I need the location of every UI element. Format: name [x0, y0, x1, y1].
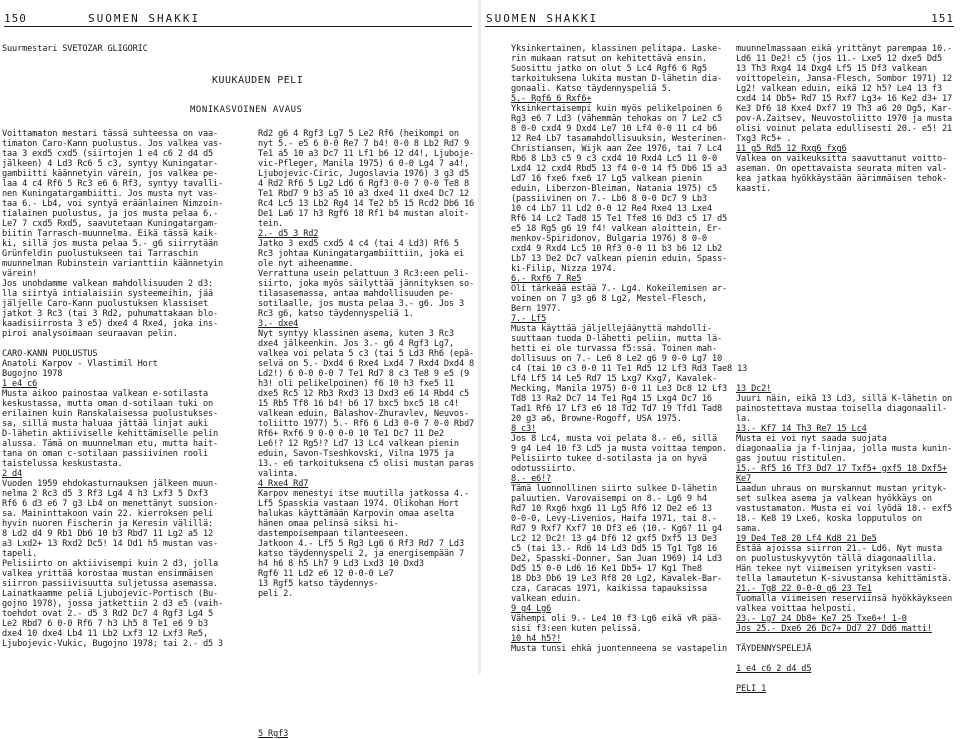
- text-line: vastustamaton. Musta ei voi lyödä 18.- exf5: [736, 504, 953, 514]
- text-line: Oli tärkeää estää 7.- Lg4. Kokeilemisen ar-: [511, 284, 728, 294]
- text-line: tapeli.: [2, 549, 38, 559]
- text-line: [2, 339, 223, 349]
- text-line: on puolustuskyvytön tällä diagonaalilla.: [736, 554, 937, 564]
- text-line: valkea yrittää korostaa mustan ensimmäisen: [2, 569, 214, 579]
- left-column-1: [2, 129, 223, 649]
- article-subheading: MONIKASVOINEN AVAUS: [190, 105, 303, 115]
- text-line: eduin, Liberzon-Bleiman, Natania 1975) c5: [511, 184, 717, 194]
- text-line: [736, 374, 952, 384]
- text-line: painostettava mustaa toisella diagonaalil-: [736, 404, 948, 414]
- text-line: muunnelman Rubinstein varianttiin käännetyin: [2, 259, 224, 269]
- text-line: D-lähetin aktiiviselle kehittämiselle pelin: [2, 429, 219, 439]
- text-line: ki-Filip, Nizza 1974.: [511, 264, 617, 274]
- text-line: Vähempi oli 9.- Le4 10 f3 Lg6 eikä vR pää-: [511, 614, 723, 624]
- text-line: pov-A.Zaitsev, Neuvostoliitto 1970 ja musta: [736, 114, 953, 124]
- text-line: Valkea on vaikeuksitta saavuttanut voitto-: [736, 154, 948, 164]
- text-line: 3.- dxe4: [258, 319, 299, 329]
- text-line: ki, sillä jos musta pelaa 5.- g6 siirrytään: [2, 239, 219, 249]
- text-line: [736, 324, 952, 334]
- text-line: Christiansen, Wijk aan Zee 1976, tai 7 Lc4: [511, 144, 723, 154]
- text-line: De1 La6 17 h3 Rgf6 18 Rf1 b4 mustan aloit-: [258, 209, 470, 219]
- text-line: [736, 294, 952, 304]
- text-line: Lf4 Lf5 14 Le5 Rd7 15 Lxg7 Kxg7, Kavalek-: [511, 374, 717, 384]
- text-line: sotilaalle, jos musta pelaa 3.- g6. Jos 3: [258, 299, 464, 309]
- right-page: [481, 0, 960, 694]
- text-line: Mecking, Manila 1975) 0-0 11 Le3 Dc8 12 Lf3: [511, 384, 728, 394]
- text-line: [258, 669, 474, 679]
- text-line: nyt 5.- e5 6 0-0 Re7 7 b4! 0-0 8 Lb2 Rd7 9: [258, 139, 470, 149]
- left-running-title: SUOMEN SHAKKI: [88, 12, 201, 25]
- text-line: sama.: [736, 524, 762, 534]
- right-column-1: [511, 44, 747, 654]
- text-line: Lg2! valkean eduin, eikä 12 h5? Le4 13 f3: [736, 84, 942, 94]
- text-line: Tad1 Rf6 17 Lf3 e6 18 Td2 Td7 19 Tfd1 Tad8: [511, 404, 723, 414]
- text-line: gojno 1978), jossa jatkettiin 2 d3 e5 (vaih-: [2, 599, 224, 609]
- text-line: [258, 679, 474, 689]
- text-line: 13 Th3 Rxg4 14 Dxg4 Lf5 15 Df3 valkean: [736, 64, 927, 74]
- text-line: Te1 Rbd7 9 b3 a5 10 a3 dxe4 11 dxe4 Dc7 12: [258, 189, 470, 199]
- text-line: Rgf6 11 Ld2 e6 12 0-0-0 Le7: [258, 569, 394, 579]
- text-line: Nyt syntyy klassinen asema, kuten 3 Rc3: [258, 329, 454, 339]
- text-line: gonaali. Katso täydennyspeliä 5.: [511, 84, 672, 94]
- text-line: Jos 25.- Dxe6 26 Dc7+ Dd7 27 Dd6 matti!: [736, 624, 932, 634]
- text-line: [258, 619, 474, 629]
- text-line: Le2 Rbd7 6 0-0 Rf6 7 h3 Lh5 8 Te1 e6 9 b3: [2, 619, 208, 629]
- text-line: lla siirtyä intialaisiin systeemeihin, jää: [2, 289, 214, 299]
- text-line: 10 c4 Lb7 11 Ld2 0-0 12 Re4 Rxe4 13 Lxe4: [511, 204, 712, 214]
- text-line: siirron passiivisuutta suljetussa asemassa.: [2, 579, 219, 589]
- text-line: voittopelein, Jansa-Flesch, Sombor 1971) 12: [736, 74, 953, 84]
- text-line: laa 4 c4 Rf6 5 Rc3 e6 6 Rf3, syntyy tavalli-: [2, 179, 224, 189]
- text-line: kaadisiirrosta 3 e5) dxe4 4 Rxe4, joka ins-: [2, 319, 219, 329]
- text-line: c5 (tai 13.- Rd6 14 Ld3 Dd5 15 Tg1 Tg8 16: [511, 544, 717, 554]
- text-line: tilasasemassa, antaa mahdollisuuden pe-: [258, 289, 454, 299]
- text-line: vic-Pfleger, Manila 1975) 6 0-0 Lg4 7 a4!,: [258, 159, 470, 169]
- text-line: CARO-KANN PUOLUSTUS: [2, 349, 98, 359]
- text-line: [258, 689, 474, 699]
- text-line: tein.: [258, 219, 284, 229]
- text-line: [736, 674, 952, 684]
- text-line: [736, 314, 952, 324]
- text-line: Ld2!) 6 0-0 0-0 7 Te1 Rd7 8 c3 Te8 9 e5 (9: [258, 369, 470, 379]
- text-line: Yksinkertainen, klassinen pelitapa. Laske-: [511, 44, 723, 54]
- text-line: [258, 639, 474, 649]
- text-line: Yksinkertaisempi kuin myös pelikelpoinen 6: [511, 104, 723, 114]
- text-line: Lainatkaamme peliä Ljubojevic-Portisch (Bu-: [2, 589, 219, 599]
- text-line: 6.- Rxf6 7 Re5: [511, 274, 582, 284]
- text-line: Karpov menestyi itse muutilla jatkossa 4.-: [258, 489, 470, 499]
- text-line: Txg3 Rc5+ .: [736, 134, 792, 144]
- text-line: 5 Rgf3: [258, 729, 289, 739]
- text-line: katso täydennyspeli 2, ja energisempään 7: [258, 549, 464, 559]
- text-line: dxe5 Rc5 12 Rb3 Rxd3 13 Dxd3 e6 14 Rbd4 c5: [258, 389, 470, 399]
- text-line: 5.- Rgf6 6 Rxf6+: [511, 94, 592, 104]
- text-line: hänen omaa pelinsä siksi hi-: [258, 519, 399, 529]
- text-line: 15.- Rf5 16 Tf3 Dd7 17 Txf5+ gxf5 18 Dxf5+: [736, 464, 948, 474]
- text-line: kaasti.: [736, 184, 772, 194]
- text-line: cxd4 14 Db5+ Rd7 15 Rxf7 Lg3+ 16 Ke2 d3+ 17: [736, 94, 953, 104]
- text-line: 11 g5 Rd5 12 Rxg6 fxg6: [736, 144, 847, 154]
- text-line: 9 g4 Le4 10 f3 Ld5 ja musta voittaa tempon.: [511, 444, 728, 454]
- text-line: 8.- e6!?: [511, 474, 552, 484]
- text-line: Tuomalla viimeisen reserviinsä hyökkäykseen: [736, 594, 953, 604]
- text-line: [736, 654, 952, 664]
- text-line: [736, 284, 952, 294]
- text-line: Anatoli Karpov - Vlastimil Hort: [2, 359, 158, 369]
- text-line: Lc2 12 Dc2! 13 g4 Df6 12 gxf5 Dxf5 13 De3: [511, 534, 717, 544]
- text-line: Verrattuna usein pelattuun 3 Rc3:een peli-: [258, 269, 470, 279]
- text-line: 1 e4 c6: [2, 379, 38, 389]
- text-line: muunnelmassaan eikä yrittänyt parempaa 10.-: [736, 44, 953, 54]
- text-line: Musta ei voi nyt saada suojata: [736, 434, 887, 444]
- text-line: 13 Dc2!: [736, 384, 772, 394]
- text-line: Ld6 11 De2! c5 (jos 11.- Lxe5 12 dxe5 Dd5: [736, 54, 942, 64]
- text-line: 9 g4 Lg6: [511, 604, 552, 614]
- text-line: [736, 344, 952, 354]
- text-line: tialainen puolustus, ja jos musta pelaa 6.-: [2, 209, 219, 219]
- text-line: Tämä luonnollinen siirto sulkee D-lähetin: [511, 484, 717, 494]
- text-line: Voittamaton mestari tässä suhteessa on vaa-: [2, 129, 219, 139]
- text-line: toliitto 1977) 5.- Rf6 6 Ld3 0-0 7 0-0 Rbd7: [258, 419, 475, 429]
- text-line: ole nyt aiheenamme.: [258, 259, 354, 269]
- text-line: 23.- Lg7 24 Db8+ Ke7 25 Txe6+! 1-0: [736, 614, 907, 624]
- text-line: Lxd4 12 cxd4 Rbd5 13 f4 0-0 14 f5 Db6 15 a3: [511, 164, 728, 174]
- text-line: 19 De4 Te8 20 Lf4 Kd8 21 De5: [736, 534, 877, 544]
- text-line: 13 Rgf5 katso täydennys-: [258, 579, 379, 589]
- text-line: Rc3 g6, katso täydennyspeliä 1.: [258, 309, 414, 319]
- text-line: 0-0-0, Levy-Livenios, Haifa 1971, tai 8.-: [511, 514, 717, 524]
- text-line: 12 Re4 Lb7 tasamahdollisuuksin, Westerinen-: [511, 134, 728, 144]
- text-line: Ke7: [736, 474, 752, 484]
- text-line: Pelisiirto on aktiivisempi kuin 2 d3, jolla: [2, 559, 219, 569]
- left-page-number: 150: [4, 12, 27, 25]
- text-line: jälkeen) 4 Ld3 Rc6 5 c3, syntyy Kuningatar-: [2, 159, 219, 169]
- text-line: biitin Tarrasch-muunnelma. Eikä tässä kaik-: [2, 229, 219, 239]
- text-line: [736, 194, 952, 204]
- text-line: [736, 634, 952, 644]
- text-line: Rc4 Lc5 13 Lb2 Rg4 14 Te2 b5 15 Rcd2 Db6 16: [258, 199, 475, 209]
- text-line: Ld7 16 fxe6 fxe6 17 Lg5 valkean pienin: [511, 174, 702, 184]
- text-line: Rd7 9 Rxf7 Kxf7 10 Df3 e6 (10.- Kg6? 11 g4: [511, 524, 723, 534]
- text-line: [736, 354, 952, 364]
- text-line: [736, 254, 952, 264]
- text-line: Laadun uhraus on murskannut mustan yrityk-: [736, 484, 948, 494]
- text-line: h3! oli pelikelpoinen) f6 10 h3 fxe5 11: [258, 379, 454, 389]
- text-line: Td8 13 Ra2 Dc7 14 Te1 Rg4 15 Lxg4 Dc7 16: [511, 394, 712, 404]
- text-line: Suosittu jatko on olut 5 Lc4 Rgf6 6 Rg5: [511, 64, 707, 74]
- text-line: sa. Maininttakoon vain 22. kierroksen peli: [2, 509, 214, 519]
- text-line: Vuoden 1959 ehdokasturnauksen jälkeen muun-: [2, 479, 219, 489]
- text-line: (passiivinen on 7.- Lb6 8 0-0 Dc7 9 Lb3: [511, 194, 707, 204]
- text-line: timaton Caro-Kann puolustus. Jos valkea vas-: [2, 139, 224, 149]
- text-line: Rc3 johtaa Kuningatargambiittiin, joka ei: [258, 249, 464, 259]
- text-line: Juuri näin, eikä 13 Ld3, sillä K-lähetin on: [736, 394, 953, 404]
- text-line: selvä on 5.- Dxd4 6 Rxe4 Lxd4 7 Rxd4 Dxd4 8: [258, 359, 475, 369]
- text-line: 7.- Lf5: [511, 314, 547, 324]
- text-line: [736, 334, 952, 344]
- text-line: 18 Db3 Db6 19 Le3 Rf8 20 Lg2, Kavalek-Bar-: [511, 574, 723, 584]
- text-line: dastempoisempaan tilanteeseen.: [258, 529, 409, 539]
- text-line: 8 Ld2 d4 9 Rb1 Db6 10 b3 Rbd7 11 Lg2 a5 12: [2, 529, 214, 539]
- left-page: [0, 0, 478, 739]
- text-line: gambiitti käännetyin värein, jos valkea pe-: [2, 169, 219, 179]
- text-line: Estää ajoissa siirron 21.- Ld6. Nyt musta: [736, 544, 942, 554]
- text-line: Musta käyttää jäljellejäänyttä mahdolli-: [511, 324, 712, 334]
- text-line: 2 d4: [2, 469, 23, 479]
- text-line: Rf6 6 d3 e6 7 g3 Lb4 on menettänyt suosion-: [2, 499, 219, 509]
- text-line: PELI 1: [736, 684, 767, 694]
- text-line: aseman. On opettavaista seurata miten val-: [736, 164, 948, 174]
- text-line: Rf6+ Rxf6 9 0-0 0-0 10 Te1 Dc7 11 De2: [258, 429, 444, 439]
- text-line: [736, 264, 952, 274]
- text-line: Musta tunsi ehkä juontenneena se vastapelin: [511, 644, 728, 654]
- text-line: hetti ei ole turvassa f5:ssä. Toinen mah-: [511, 344, 717, 354]
- text-line: Bern 1977.: [511, 304, 562, 314]
- text-line: [736, 244, 952, 254]
- text-line: kea jatkaa hyökkäystään äärimmäisen tehok-: [736, 174, 948, 184]
- text-line: 18.- Ke8 19 Lxe6, koska lopputulos on: [736, 514, 922, 524]
- text-line: h4 h6 8 h5 Lh7 9 Ld3 Lxd3 10 Dxd3: [258, 559, 424, 569]
- text-line: sa, sillä musta haluaa jättää linjat auki: [2, 419, 208, 429]
- text-line: Jos unohdamme valkean mahdollisuuden 2 d3:: [2, 279, 214, 289]
- text-line: Bugojno 1978: [2, 369, 63, 379]
- article-subtitle: Suurmestari SVETOZAR GLIGORIC: [2, 44, 148, 54]
- text-line: erilainen kuin Ranskalaisessa puolustukses-: [2, 409, 219, 419]
- text-line: 10 h4 h5?!: [511, 634, 562, 644]
- text-line: [258, 699, 474, 709]
- text-line: Musta aikoo painostaa valkean e-sotilasta: [2, 389, 208, 399]
- text-line: tana on oman c-sotilaan passiivinen rooli: [2, 449, 208, 459]
- text-line: Jatkoon 4.- Lf5 5 Rg3 Lg6 6 Rf3 Rd7 7 Ld3: [258, 539, 464, 549]
- text-line: voinen on 7 g3 g6 8 Lg2, Mestel-Flesch,: [511, 294, 707, 304]
- text-line: 2.- d5 3 Rd2: [258, 229, 319, 239]
- text-line: Rd2 g6 4 Rgf3 Lg7 5 Le2 Rf6 (heikompi on: [258, 129, 459, 139]
- text-line: Lf5 Spasskia vastaan 1974. Olikohan Hort: [258, 499, 459, 509]
- text-line: a3 Lxd2+ 13 Rxd2 Dc5! 14 Dd1 h5 mustan vas-: [2, 539, 219, 549]
- text-line: 15 Rb5 Tf8 16 b4! b6 17 bxc5 bxc5 18 c4!: [258, 399, 459, 409]
- text-line: Le7 7 cxd5 Rxd5, saavutetaan Kuningatargam-: [2, 219, 219, 229]
- text-line: Pelisiirto tukee d-sotilasta ja on hyvä: [511, 454, 707, 464]
- text-line: [258, 599, 474, 609]
- text-line: odotussiirto.: [511, 464, 577, 474]
- text-line: valkea voi pelata 5 c3 (tai 5 Ld3 Rh6 (epä-: [258, 349, 475, 359]
- text-line: alussa. Tämä on muunnelman etu, mutta hait-: [2, 439, 219, 449]
- text-line: cza, Caracas 1971, kaikissa tapauksissa: [511, 584, 707, 594]
- text-line: [736, 274, 952, 284]
- text-line: Rd7 10 Rxg6 hxg6 11 Lg5 Rf6 12 De2 e6 13: [511, 504, 712, 514]
- text-line: Dd5 15 0-0 Ld6 16 Ke1 Db5+ 17 Kg1 The8: [511, 564, 702, 574]
- text-line: olisi voinut pelata edullisesti 20.- e5! 21: [736, 124, 953, 134]
- text-line: c4 (tai 10 c3 0-0 11 Te1 Rd5 12 Lf3 Rd3 Tae8 13: [511, 364, 748, 374]
- text-line: [736, 304, 952, 314]
- text-line: valkean eduin, Balashov-Zhuravlev, Neuvos-: [258, 409, 470, 419]
- text-line: 4 Rxe4 Rd7: [258, 479, 309, 489]
- text-line: valinta.: [258, 469, 299, 479]
- text-line: e5 18 Rg5 g6 19 f4! valkean aloittein, Er-: [511, 224, 723, 234]
- text-line: Ke3 Df6 18 Kxe4 Dxf7 19 Th3 a6 20 Dg5, Kar-: [736, 104, 953, 114]
- text-line: cxd4 9 Rxd4 Lc5 10 Rf3 0-0 11 b3 b6 12 Lb2: [511, 244, 723, 254]
- text-line: valkean eduin.: [511, 594, 582, 604]
- text-line: Rg3 e6 7 Ld3 (vähemmän tehokas on 7 Le2 c5: [511, 114, 723, 124]
- text-line: TÄYDENNYSPELEJÄ: [736, 644, 812, 654]
- text-line: 21.- Tg8 22 0-0-0 g6 23 Te1: [736, 584, 872, 594]
- text-line: taistelussa keskustasta.: [2, 459, 123, 469]
- text-line: [258, 719, 474, 729]
- text-line: Te1 a5 10 a3 Dc7 11 Lf1 b6 12 d4!, Ljuboje-: [258, 149, 475, 159]
- text-line: 4 Rd2 Rf6 5 Lg2 Ld6 6 Rgf3 0-0 7 0-0 Te8 8: [258, 179, 470, 189]
- text-line: [736, 234, 952, 244]
- text-line: [258, 629, 474, 639]
- text-line: [258, 709, 474, 719]
- text-line: tarkoituksena lukita mustan D-lähetin dia-: [511, 74, 723, 84]
- text-line: [736, 214, 952, 224]
- text-line: Rf6 14 Lc2 Tad8 15 Te1 Tfe8 16 Dd3 c5 17 d5: [511, 214, 728, 224]
- text-line: gas joutuu ristitulen.: [736, 454, 847, 464]
- left-column-2: [258, 129, 474, 739]
- text-line: [736, 364, 952, 374]
- text-line: [736, 224, 952, 234]
- text-line: Rb6 8 Lb3 c5 9 c3 cxd4 10 Rxd4 Lc5 11 0-0: [511, 154, 717, 164]
- text-line: Ljubojevic-Ciric, Jugoslavia 1976) 3 g3 d5: [258, 169, 470, 179]
- text-line: peli 2.: [258, 589, 294, 599]
- text-line: Hän tekee nyt viimeisen yrityksen vasti-: [736, 564, 937, 574]
- article-heading: KUUKAUDEN PELI: [212, 75, 304, 86]
- text-line: valkea voittaa helposti.: [736, 604, 857, 614]
- text-line: Jatko 3 exd5 cxd5 4 c4 (tai 4 Ld3) Rf6 5: [258, 239, 459, 249]
- text-line: nelma 2 Rc3 d5 3 Rf3 Lg4 4 h3 Lxf3 5 Dxf3: [2, 489, 208, 499]
- text-line: dxe4 jälkeenkin. Jos 3.- g6 4 Rgf3 Lg7,: [258, 339, 454, 349]
- text-line: jäljelle Caro-Kann puolustuksen klassiset: [2, 299, 208, 309]
- text-line: Lb7 13 De2 Dc7 valkean pienin eduin, Spass-: [511, 254, 728, 264]
- text-line: taa 3 exd5 cxd5 (siirtojen 1 e4 c6 2 d4 d5: [2, 149, 214, 159]
- text-line: jatkot 3 Rc3 (tai 3 Rd2, puhumattakaan blo-: [2, 309, 219, 319]
- text-line: set sulkea asema ja valkean hyökkäys on: [736, 494, 932, 504]
- text-line: la.: [736, 414, 752, 424]
- text-line: 1 e4 c6 2 d4 d5: [736, 664, 812, 674]
- text-line: värein!: [2, 269, 38, 279]
- text-line: 20 g3 a6, Browne-Rogoff, USA 1975.: [511, 414, 682, 424]
- right-page-number: 151: [931, 12, 954, 25]
- right-column-2: [736, 44, 952, 694]
- right-page-header: [485, 8, 954, 27]
- text-line: taa 6.- Lb4, voi syntyä eräänlainen Nimzoin-: [2, 199, 224, 209]
- text-line: menkov-Spiridonov, Bulgaria 1976) 8 0-0: [511, 234, 707, 244]
- text-line: Le6!? 12 Rg5!? Ld7 13 Lc4 valkean pienin: [258, 439, 459, 449]
- text-line: hyvin nuoren Fischerin ja Keresin välillä:: [2, 519, 214, 529]
- text-line: [258, 649, 474, 659]
- text-line: 13.- e6 tarkoituksena c5 olisi mustan paras: [258, 459, 475, 469]
- text-line: toehdot ovat 2.- d5 3 Rd2 Dc7 4 Rgf3 Lg4 5: [2, 609, 214, 619]
- text-line: [736, 204, 952, 214]
- text-line: tella lamautetun K-sivustansa kehittämistä.: [736, 574, 953, 584]
- text-line: 8 c3!: [511, 424, 537, 434]
- text-line: halukas käyttämään Karpovin omaa aselta: [258, 509, 454, 519]
- text-line: nen Kuningatargambiitti. Jos musta nyt vas-: [2, 189, 219, 199]
- text-line: sisi f3:een kuten pelissä.: [511, 624, 642, 634]
- text-line: keskustassa, mutta oman d-sotilaan tuki on: [2, 399, 214, 409]
- text-line: 8 0-0 cxd4 9 Dxd4 Le7 10 Lf4 0-0 11 c4 b6: [511, 124, 717, 134]
- left-page-header: [4, 8, 472, 27]
- text-line: Jos 8 Lc4, musta voi pelata 8.- e6, sillä: [511, 434, 717, 444]
- text-line: dxe4 10 dxe4 Lb4 11 Lb2 Lxf3 12 Lxf3 Re5,: [2, 629, 208, 639]
- text-line: siirto, joka myös säilyttää jännityksen so-: [258, 279, 475, 289]
- text-line: eduin, Savon-Tseshkovski, Vilna 1975 ja: [258, 449, 454, 459]
- right-running-title: SUOMEN SHAKKI: [486, 12, 599, 25]
- text-line: Ljubojevic-Vukic, Bugojno 1978; tai 2.- d5 3: [2, 639, 224, 649]
- text-line: Grünfeldin puolustukseen tai Tarraschin: [2, 249, 198, 259]
- text-line: piroi analysoimaan seuraavan pelin.: [2, 329, 178, 339]
- text-line: De2, Spasski-Donner, San Juan 1969) 14 Ld3: [511, 554, 723, 564]
- text-line: diagonaalia ja f-linjaa, jolla musta kunin-: [736, 444, 953, 454]
- text-line: [258, 609, 474, 619]
- text-line: dollisuus on 7.- Le6 8 Le2 g6 9 0-0 Lg7 10: [511, 354, 723, 364]
- text-line: paluutien. Varovaisempi on 8.- Lg6 9 h4: [511, 494, 707, 504]
- text-line: suuttaan tuoda D-lähetti peliin, mutta lä-: [511, 334, 723, 344]
- text-line: 13.- Kf7 14 Th3 Re7 15 Lc4: [736, 424, 867, 434]
- text-line: rin mukaan ratsut on kehitettävä ensin.: [511, 54, 707, 64]
- text-line: [258, 659, 474, 669]
